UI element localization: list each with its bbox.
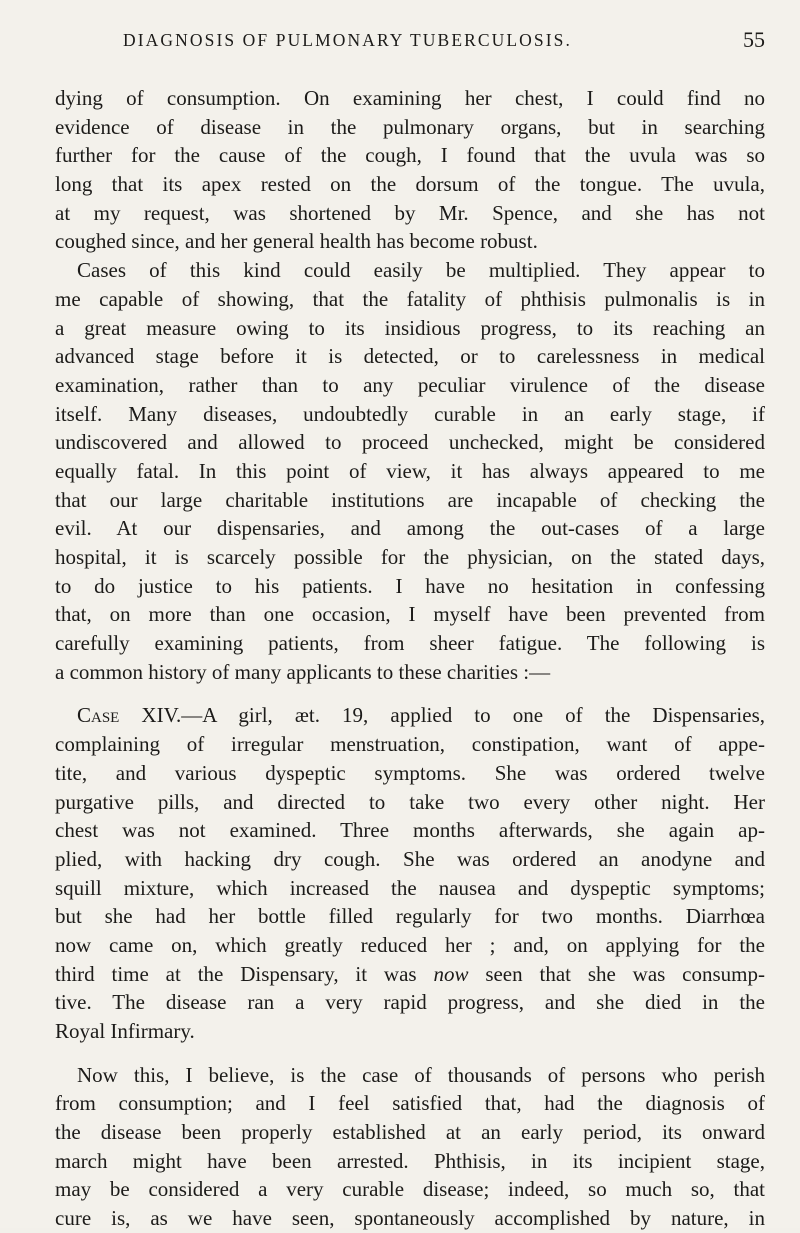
text-line: march might have been arrested. Phthisis, in its incipient stage, xyxy=(55,1148,765,1173)
text-line: chest was not examined. Three months afterwards, she again ap- xyxy=(55,818,765,843)
text-line: now came on, which greatly reduced her ; and, on applying for the xyxy=(55,932,765,957)
text-line: evidence of disease in the pulmonary organs, but in searching xyxy=(55,114,765,139)
running-head xyxy=(55,27,765,56)
text-line xyxy=(55,701,765,730)
text-line: plied, with hacking dry cough. She was ordered an anodyne and xyxy=(55,846,765,871)
text-line: Royal Infirmary. xyxy=(55,1019,195,1043)
text-line: further for the cause of the cough, I found that the uvula was so xyxy=(55,143,765,168)
text-segment: seen that she was consump- xyxy=(468,961,765,986)
text-line: me capable of showing, that the fatality of phthisis pulmonalis is in xyxy=(55,286,765,311)
text-line: undiscovered and allowed to proceed unchecked, might be considered xyxy=(55,430,765,455)
text-line xyxy=(55,960,765,989)
text-line: a great measure owing to its insidious progress, to its reaching an xyxy=(55,315,765,340)
text-line: a common history of many applicants to these charities :— xyxy=(55,659,551,684)
text-line: the disease been properly established at an early period, its onward xyxy=(55,1120,765,1145)
italic-word: now xyxy=(433,961,469,986)
text-line: dying of consumption. On examining her chest, I could find no xyxy=(55,86,765,110)
text-line: equally fatal. In this point of view, it has always appeared to me xyxy=(55,458,765,483)
text-line: at my request, was shortened by Mr. Spence, and she has not xyxy=(55,200,765,225)
paragraph-1 xyxy=(55,84,765,256)
text-line: coughed since, and her general health has become robust. xyxy=(55,229,538,254)
case-first-line: —A girl, æt. 19, applied to one of the Dispensaries, xyxy=(181,703,765,728)
text-line: advanced stage before it is detected, or to carelessness in medical xyxy=(55,344,765,369)
paragraph-case-xiv xyxy=(55,701,765,1045)
text-line: from consumption; and I feel satisfied that, had the diagnosis of xyxy=(55,1091,765,1116)
paragraph-spacer xyxy=(55,1046,765,1061)
text-line: that our large charitable institutions are incapable of checking the xyxy=(55,487,765,512)
text-line: purgative pills, and directed to take two every other night. Her xyxy=(55,789,765,814)
text-line: cure is, as we have seen, spontaneously accomplished by nature, in xyxy=(55,1206,765,1231)
case-label: Case XIV. xyxy=(77,703,182,728)
page-number: 55 xyxy=(743,27,765,52)
text-line: hospital, it is scarcely possible for the physician, on the stated days, xyxy=(55,545,765,569)
text-line: tive. The disease ran a very rapid progress, and she died in the xyxy=(55,990,765,1015)
body-text xyxy=(55,84,765,1233)
text-line: complaining of irregular menstruation, constipation, want of appe- xyxy=(55,732,765,757)
text-line: long that its apex rested on the dorsum of the tongue. The uvula, xyxy=(55,172,765,197)
text-line: but she had her bottle filled regularly for two months. Diarrhœa xyxy=(55,904,765,929)
text-line: itself. Many diseases, undoubtedly curable in an early stage, if xyxy=(55,401,765,426)
text-line: examination, rather than to any peculiar virulence of the disease xyxy=(55,372,765,397)
running-title: DIAGNOSIS OF PULMONARY TUBERCULOSIS. xyxy=(123,30,572,50)
text-line: to do justice to his patients. I have no hesitation in confessing xyxy=(55,573,765,598)
text-line: squill mixture, which increased the nausea and dyspeptic symptoms; xyxy=(55,875,765,900)
text-line: evil. At our dispensaries, and among the out-cases of a large xyxy=(55,516,765,541)
text-line: carefully examining patients, from sheer fatigue. The following is xyxy=(55,631,765,656)
text-line: Cases of this kind could easily be multiplied. They appear to xyxy=(77,258,765,283)
text-line: may be considered a very curable disease; indeed, so much so, that xyxy=(55,1177,765,1202)
text-segment: third time at the Dispensary, it was xyxy=(55,961,434,986)
paragraph-2 xyxy=(55,256,765,686)
paragraph-spacer xyxy=(55,686,765,701)
paragraph-4 xyxy=(55,1061,765,1233)
text-line: Now this, I believe, is the case of thousands of persons who perish xyxy=(77,1062,765,1087)
text-line: that, on more than one occasion, I myself have been prevented from xyxy=(55,602,765,627)
text-line: tite, and various dyspeptic symptoms. She was ordered twelve xyxy=(55,760,765,785)
